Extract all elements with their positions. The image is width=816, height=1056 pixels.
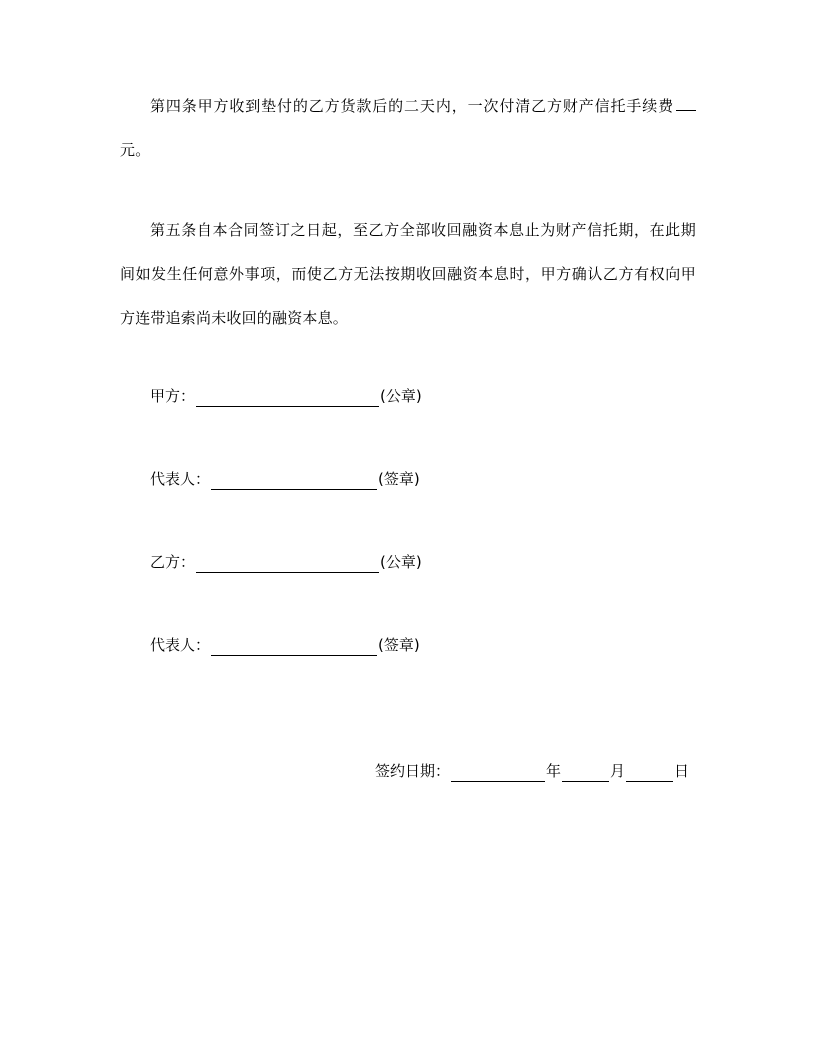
article-4-tail: 元。 — [120, 141, 151, 159]
party-b-signature-line — [150, 551, 422, 573]
party-a-rep-seal-label: (签章) — [378, 470, 420, 488]
day-blank[interactable] — [626, 764, 673, 782]
party-b-rep-signature-line — [150, 634, 420, 656]
party-a-rep-blank[interactable] — [211, 472, 377, 490]
party-a-signature-line — [150, 385, 422, 407]
article-4-text: 第四条甲方收到垫付的乙方货款后的二天内，一次付清乙方财产信托手续费 — [150, 97, 674, 115]
year-blank[interactable] — [451, 764, 545, 782]
day-label: 日 — [674, 762, 690, 780]
party-a-label: 甲方： — [150, 387, 196, 405]
signing-date-label: 签约日期： — [375, 762, 451, 780]
party-a-blank[interactable] — [196, 389, 379, 407]
party-b-seal-label: (公章) — [380, 553, 422, 571]
party-b-rep-seal-label: (签章) — [378, 636, 420, 654]
party-a-rep-label: 代表人： — [150, 470, 211, 488]
signing-date-line — [375, 760, 689, 782]
month-label: 月 — [610, 762, 626, 780]
fee-amount-blank[interactable] — [676, 96, 696, 111]
month-blank[interactable] — [562, 764, 609, 782]
party-b-rep-label: 代表人： — [150, 636, 211, 654]
party-b-blank[interactable] — [196, 555, 379, 573]
party-a-seal-label: (公章) — [380, 387, 422, 405]
article-4-paragraph — [120, 84, 696, 172]
party-a-rep-signature-line — [150, 468, 420, 490]
party-b-rep-blank[interactable] — [211, 638, 377, 656]
article-5-paragraph: 第五条自本合同签订之日起，至乙方全部收回融资本息止为财产信托期，在此期间如发生任何意外事项，而使乙方无法按期收回融资本息时，甲方确认乙方有权向甲方连带追索尚未收回的融资本息。 — [120, 221, 696, 327]
party-b-label: 乙方： — [150, 553, 196, 571]
year-label: 年 — [546, 762, 562, 780]
